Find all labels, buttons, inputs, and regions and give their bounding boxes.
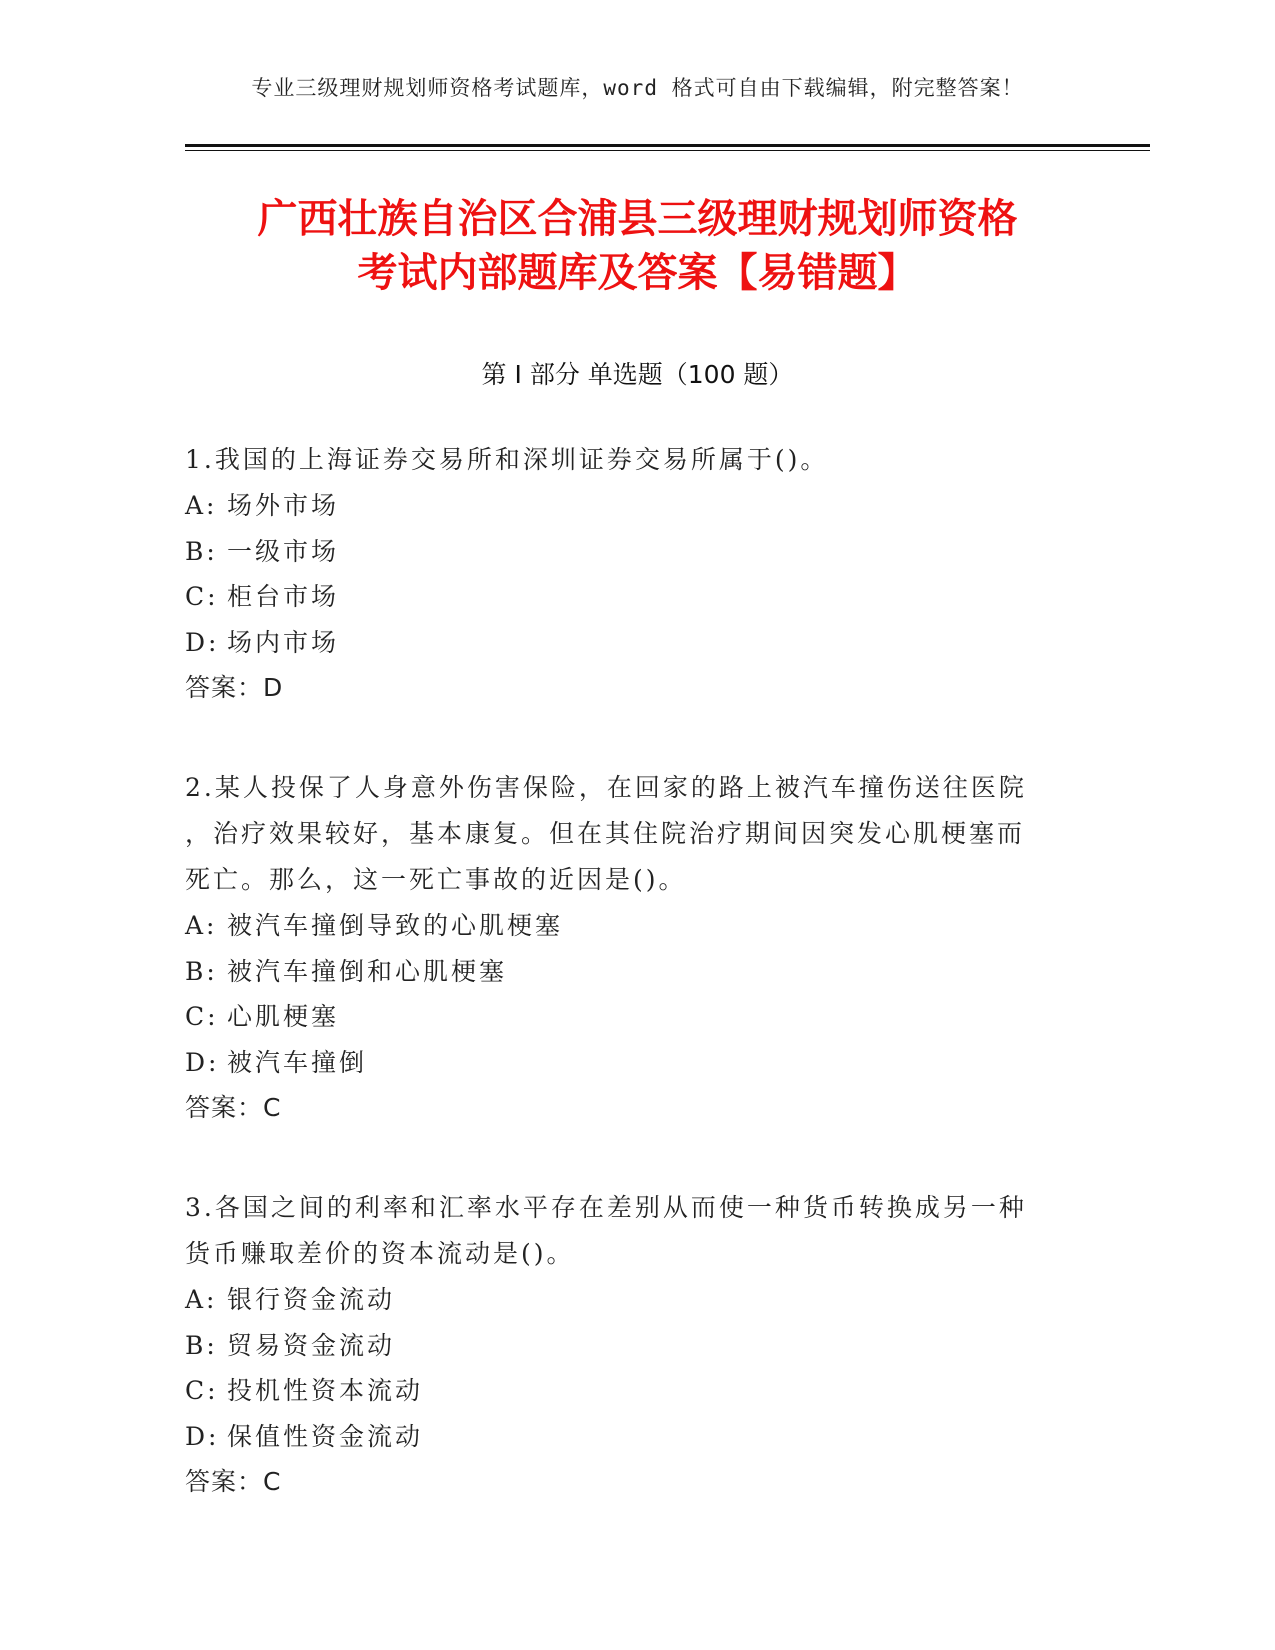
document-title-line-1: 广西壮族自治区合浦县三级理财规划师资格	[257, 196, 1018, 242]
option-a	[185, 903, 1065, 949]
header-rule-thick	[185, 144, 1150, 147]
option-key: C:	[185, 1002, 219, 1031]
option-text: 被汽车撞倒导致的心肌梗塞	[227, 911, 564, 940]
option-text: 保值性资金流动	[227, 1421, 424, 1451]
answer-line: 答案：D	[185, 673, 284, 702]
option-a	[185, 483, 1065, 529]
question-stem-line: ，治疗效果较好，基本康复。但在其住院治疗期间因突发心肌梗塞而	[185, 819, 1026, 848]
option-a	[185, 1277, 1065, 1323]
header-rule-thin	[185, 150, 1150, 151]
option-key: A:	[185, 1285, 218, 1314]
option-d	[185, 620, 1065, 666]
question-3	[185, 1185, 1065, 1504]
question-list	[185, 437, 1065, 1559]
option-key: A:	[185, 911, 218, 940]
option-text: 银行资金流动	[227, 1285, 396, 1314]
option-c	[185, 1368, 1065, 1414]
option-key: C:	[185, 582, 219, 611]
question-stem-line: 3.各国之间的利率和汇率水平存在差别从而使一种货币转换成另一种	[185, 1193, 1027, 1222]
option-c	[185, 574, 1065, 620]
option-text: 心肌梗塞	[227, 1002, 340, 1031]
option-b	[185, 949, 1065, 995]
option-text: 场内市场	[227, 627, 340, 657]
question-stem-line: 1.我国的上海证券交易所和深圳证券交易所属于()。	[185, 445, 829, 474]
option-key: D:	[185, 627, 220, 657]
question-stem-line: 货币赚取差价的资本流动是()。	[185, 1239, 575, 1268]
header-note: 专业三级理财规划师资格考试题库，word 格式可自由下载编辑，附完整答案！	[251, 76, 1024, 100]
option-b	[185, 529, 1065, 575]
section-heading: 第 I 部分 单选题（100 题）	[481, 360, 794, 389]
document-title-line-2: 考试内部题库及答案【易错题】	[357, 250, 918, 296]
option-text: 贸易资金流动	[227, 1330, 396, 1360]
option-text: 柜台市场	[227, 582, 340, 611]
option-b	[185, 1323, 1065, 1369]
option-key: A:	[185, 491, 218, 520]
option-text: 被汽车撞倒和心肌梗塞	[227, 956, 508, 986]
option-key: B:	[185, 536, 218, 566]
option-key: D:	[185, 1047, 220, 1077]
option-d	[185, 1040, 1065, 1086]
question-2	[185, 765, 1065, 1130]
option-key: B:	[185, 1330, 218, 1360]
option-key: D:	[185, 1421, 220, 1451]
document-title	[150, 192, 1125, 300]
option-text: 场外市场	[227, 491, 340, 520]
option-text: 被汽车撞倒	[227, 1047, 368, 1077]
question-stem-line: 死亡。那么，这一死亡事故的近因是()。	[185, 865, 687, 894]
option-d	[185, 1414, 1065, 1460]
option-key: B:	[185, 956, 218, 986]
answer-line: 答案：C	[185, 1093, 282, 1122]
question-stem-line: 2.某人投保了人身意外伤害保险，在回家的路上被汽车撞伤送往医院	[185, 773, 1027, 802]
answer-line: 答案：C	[185, 1467, 282, 1496]
option-key: C:	[185, 1376, 219, 1405]
option-text: 一级市场	[227, 536, 340, 566]
option-c	[185, 994, 1065, 1040]
option-text: 投机性资本流动	[227, 1376, 424, 1405]
question-1	[185, 437, 1065, 710]
